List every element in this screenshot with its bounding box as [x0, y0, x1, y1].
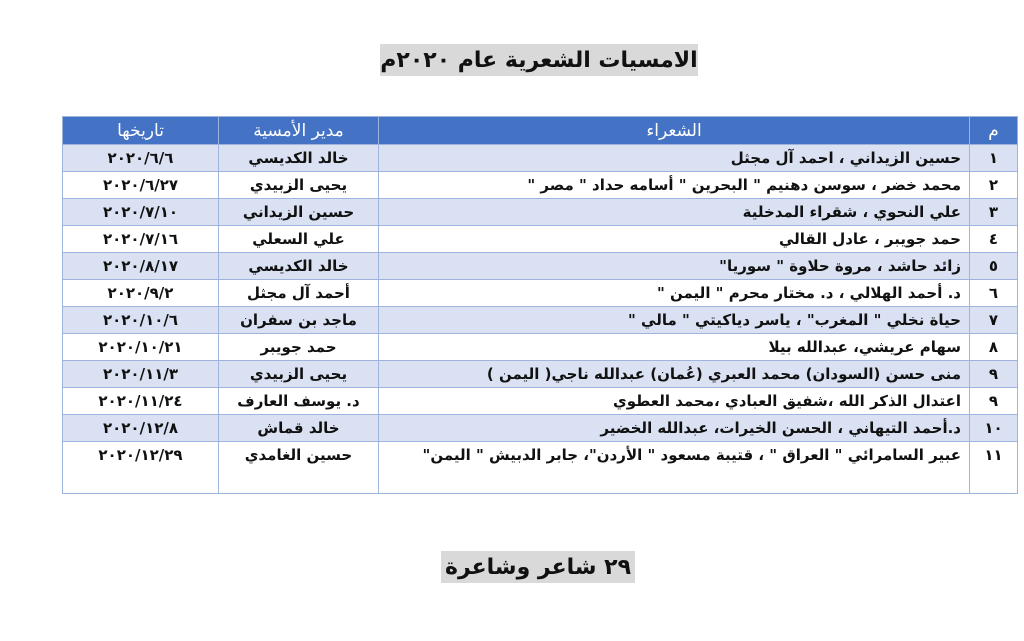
row-date: ٢٠٢٠/٩/٢	[63, 280, 219, 307]
row-num: ٩	[970, 361, 1018, 388]
row-host: خالد الكديسي	[219, 145, 379, 172]
row-poets: د. أحمد الهلالي ، د. مختار محرم " اليمن "	[379, 280, 970, 307]
row-date: ٢٠٢٠/٨/١٧	[63, 253, 219, 280]
row-num: ١٠	[970, 415, 1018, 442]
table-row	[63, 172, 1018, 199]
row-date: ٢٠٢٠/٧/١٠	[63, 199, 219, 226]
row-host: خالد الكديسي	[219, 253, 379, 280]
row-host: حسين الزيداني	[219, 199, 379, 226]
row-date: ٢٠٢٠/٦/٦	[63, 145, 219, 172]
row-host: خالد قماش	[219, 415, 379, 442]
row-poets: د.أحمد التيهاني ، الحسن الخيرات، عبدالله الخضير	[379, 415, 970, 442]
row-num: ٨	[970, 334, 1018, 361]
row-num: ٥	[970, 253, 1018, 280]
row-date: ٢٠٢٠/٦/٢٧	[63, 172, 219, 199]
table-row	[63, 361, 1018, 388]
row-num: ٣	[970, 199, 1018, 226]
table-row	[63, 280, 1018, 307]
row-host: علي السعلي	[219, 226, 379, 253]
table-row	[63, 334, 1018, 361]
header-date: تاريخها	[63, 117, 219, 145]
header-poets: الشعراء	[379, 117, 970, 145]
table-row	[63, 226, 1018, 253]
row-poets: حياة نخلي " المغرب" ، ياسر دياكيتي " مالي "	[379, 307, 970, 334]
row-poets: اعتدال الذكر الله ،شفيق العبادي ،محمد العطوي	[379, 388, 970, 415]
row-date: ٢٠٢٠/١٢/٢٩	[63, 442, 219, 494]
row-date: ٢٠٢٠/١٠/٢١	[63, 334, 219, 361]
row-poets: عبير السامرائي " العراق " ، قتيبة مسعود " الأردن"، جابر الدبيش " اليمن"	[379, 442, 970, 494]
row-poets: سهام عريشي، عبدالله بيلا	[379, 334, 970, 361]
row-num: ١١	[970, 442, 1018, 494]
table-row	[63, 415, 1018, 442]
header-num: م	[970, 117, 1018, 145]
table-row	[63, 199, 1018, 226]
row-date: ٢٠٢٠/٧/١٦	[63, 226, 219, 253]
row-host: د. يوسف العارف	[219, 388, 379, 415]
row-host: أحمد آل مجثل	[219, 280, 379, 307]
header-host: مدير الأمسية	[219, 117, 379, 145]
table-row	[63, 442, 1018, 494]
row-num: ٩	[970, 388, 1018, 415]
row-host: يحيى الزبيدي	[219, 361, 379, 388]
row-poets: زائد حاشد ، مروة حلاوة " سوريا"	[379, 253, 970, 280]
row-poets: حسين الزيداني ، احمد آل مجثل	[379, 145, 970, 172]
table-row	[63, 253, 1018, 280]
row-host: حسين الغامدي	[219, 442, 379, 494]
row-poets: علي النحوي ، شقراء المدخلية	[379, 199, 970, 226]
row-poets: محمد خضر ، سوسن دهنيم " البحرين " أسامه حداد " مصر "	[379, 172, 970, 199]
row-date: ٢٠٢٠/١١/٢٤	[63, 388, 219, 415]
row-host: حمد جويبر	[219, 334, 379, 361]
row-poets: حمد جويبر ، عادل القالي	[379, 226, 970, 253]
table-row	[63, 307, 1018, 334]
row-num: ٤	[970, 226, 1018, 253]
row-num: ٦	[970, 280, 1018, 307]
row-host: يحيى الزبيدي	[219, 172, 379, 199]
table-row	[63, 388, 1018, 415]
row-num: ٧	[970, 307, 1018, 334]
evenings-table	[62, 116, 1018, 494]
row-date: ٢٠٢٠/١٢/٨	[63, 415, 219, 442]
row-date: ٢٠٢٠/١١/٣	[63, 361, 219, 388]
row-num: ٢	[970, 172, 1018, 199]
page-title: الامسيات الشعرية عام ٢٠٢٠م	[380, 44, 698, 76]
row-poets: منى حسن (السودان) محمد العبري (عُمان) عبدالله ناجي( اليمن )	[379, 361, 970, 388]
row-host: ماجد بن سفران	[219, 307, 379, 334]
total-poets-label: ٢٩ شاعر وشاعرة	[441, 551, 635, 583]
row-num: ١	[970, 145, 1018, 172]
table-header-row	[63, 117, 1018, 145]
table-row	[63, 145, 1018, 172]
row-date: ٢٠٢٠/١٠/٦	[63, 307, 219, 334]
